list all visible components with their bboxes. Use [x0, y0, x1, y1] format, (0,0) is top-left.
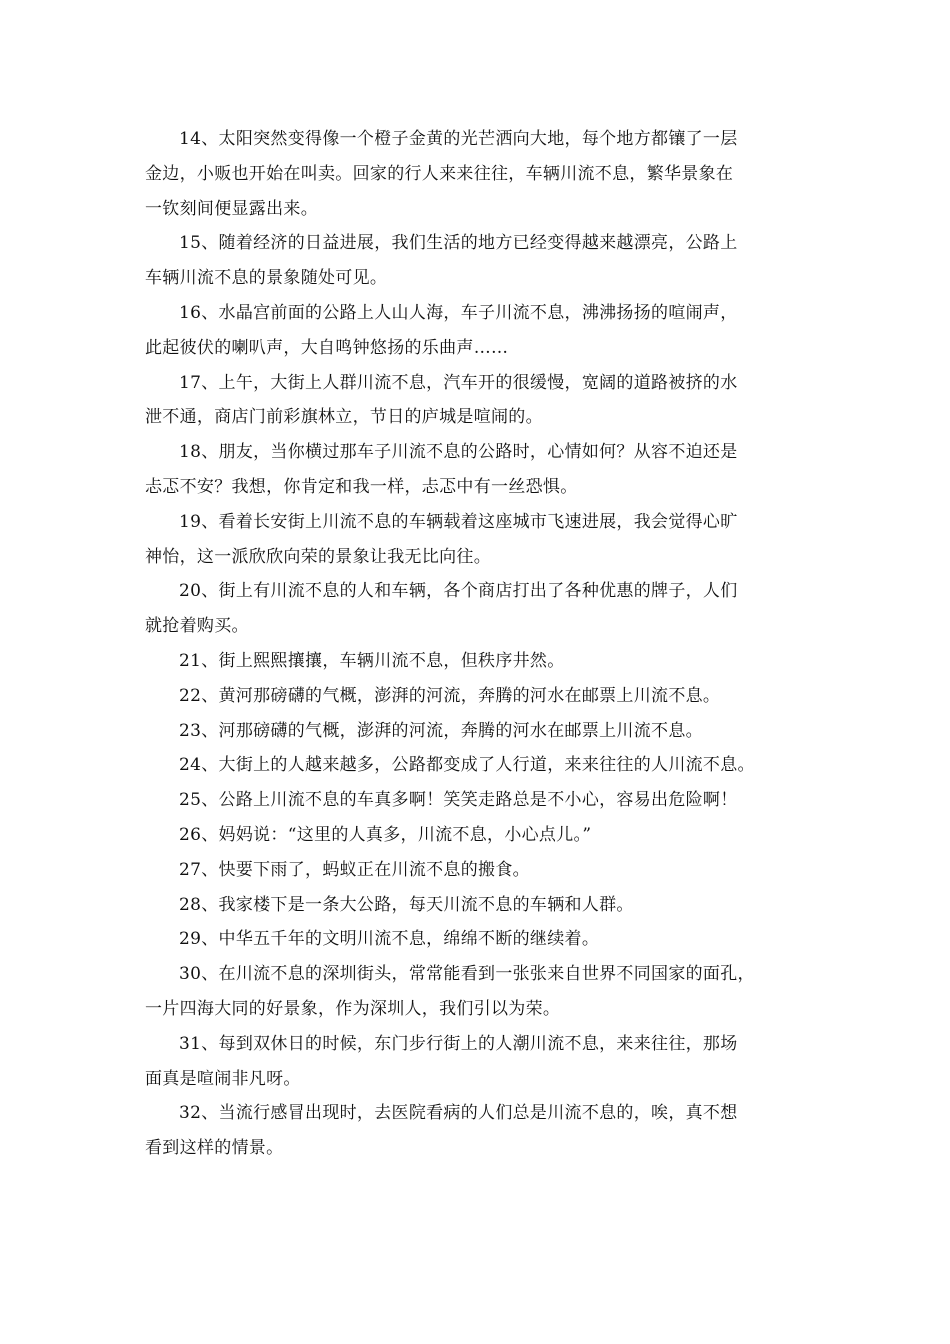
paragraph: [145, 574, 825, 644]
paragraph-line: 就抢着购买。: [145, 616, 249, 637]
paragraph: [145, 888, 825, 923]
paragraph: [145, 714, 825, 749]
paragraph-line: 19、看着长安街上川流不息的车辆载着这座城市飞速进展，我会觉得心旷: [179, 511, 738, 532]
paragraph: [145, 296, 825, 366]
paragraph-line: 14、太阳突然变得像一个橙子金黄的光芒洒向大地，每个地方都镶了一层: [179, 129, 738, 149]
document-body: [145, 122, 825, 1166]
paragraph-line: 29、中华五千年的文明川流不息，绵绵不断的继续着。: [179, 929, 600, 950]
paragraph: [145, 853, 825, 888]
paragraph: [145, 435, 825, 505]
paragraph-line: 25、公路上川流不息的车真多啊！笑笑走路总是不小心，容易出危险啊！: [179, 790, 738, 811]
paragraph-line: 金边，小贩也开始在叫卖。回家的行人来来往往，车辆川流不息，繁华景象在: [145, 163, 734, 184]
paragraph: [145, 644, 825, 679]
paragraph-line: 23、河那磅礴的气概，澎湃的河流，奔腾的河水在邮票上川流不息。: [179, 720, 703, 741]
paragraph: [145, 1027, 825, 1097]
paragraph-line: 28、我家楼下是一条大公路，每天川流不息的车辆和人群。: [179, 894, 634, 915]
paragraph: [145, 679, 825, 714]
paragraph: [145, 505, 825, 575]
paragraph-line: 17、上午，大街上人群川流不息，汽车开的很缓慢，宽阔的道路被挤的水: [179, 372, 738, 393]
paragraph-line: 面真是喧闹非凡呀。: [145, 1068, 301, 1089]
paragraph: [145, 922, 825, 957]
paragraph-line: 24、大街上的人越来越多，公路都变成了人行道，来来往往的人川流不息。: [179, 755, 755, 776]
paragraph-line: 此起彼伏的喇叭声，大自鸣钟悠扬的乐曲声……: [145, 337, 509, 358]
paragraph-line: 26、妈妈说：“这里的人真多，川流不息，小心点儿。”: [179, 824, 592, 845]
paragraph: [145, 1096, 825, 1166]
paragraph-line: 18、朋友，当你横过那车子川流不息的公路时，心情如何？从容不迫还是: [179, 442, 738, 463]
paragraph-line: 泄不通，商店门前彩旗林立，节日的庐城是喧闹的。: [145, 407, 543, 428]
paragraph-line: 15、随着经济的日益进展，我们生活的地方已经变得越来越漂亮，公路上: [179, 233, 738, 254]
paragraph-line: 16、水晶宫前面的公路上人山人海，车子川流不息，沸沸扬扬的喧闹声，: [179, 302, 738, 323]
paragraph-line: 31、每到双休日的时候，东门步行街上的人潮川流不息，来来往往，那场: [179, 1033, 738, 1054]
paragraph-line: 忐忑不安？我想，你肯定和我一样，忐忑中有一丝恐惧。: [145, 476, 578, 497]
paragraph-line: 20、街上有川流不息的人和车辆，各个商店打出了各种优惠的牌子，人们: [179, 581, 738, 602]
paragraph-line: 神怡，这一派欣欣向荣的景象让我无比向往。: [145, 546, 491, 567]
paragraph-line: 32、当流行感冒出现时，去医院看病的人们总是川流不息的，唉，真不想: [179, 1103, 738, 1124]
paragraph: [145, 366, 825, 436]
paragraph: [145, 748, 825, 783]
paragraph-line: 27、快要下雨了，蚂蚁正在川流不息的搬食。: [179, 859, 530, 880]
paragraph-line: 一片四海大同的好景象，作为深圳人，我们引以为荣。: [145, 998, 561, 1019]
paragraph-line: 30、在川流不息的深圳街头，常常能看到一张张来自世界不同国家的面孔，: [179, 964, 755, 985]
paragraph-line: 看到这样的情景。: [145, 1138, 284, 1159]
paragraph-line: 车辆川流不息的景象随处可见。: [145, 268, 388, 289]
paragraph: [145, 818, 825, 853]
paragraph-line: 一钦刻间便显露出来。: [145, 198, 318, 219]
paragraph: [145, 957, 825, 1027]
paragraph: [145, 122, 825, 226]
paragraph: [145, 226, 825, 296]
paragraph: [145, 783, 825, 818]
paragraph-line: 22、黄河那磅礴的气概，澎湃的河流，奔腾的河水在邮票上川流不息。: [179, 685, 721, 706]
paragraph-line: 21、街上熙熙攘攘，车辆川流不息，但秩序井然。: [179, 650, 565, 671]
